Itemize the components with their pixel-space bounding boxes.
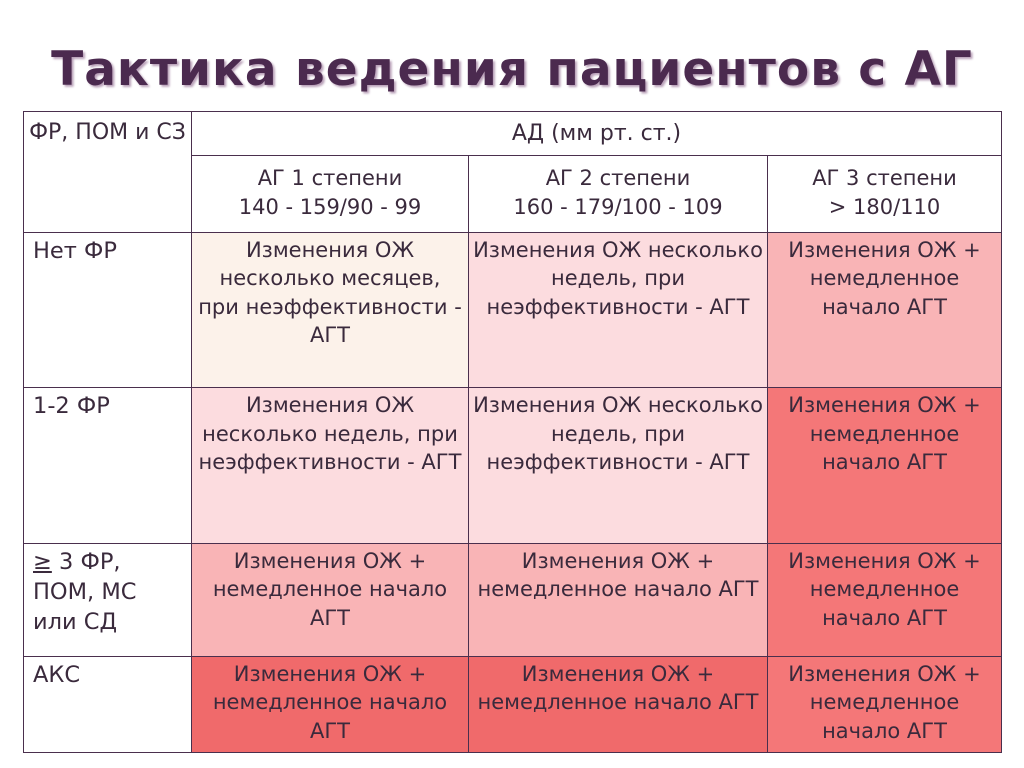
column-header-grade-3-range: > 180/110: [828, 195, 941, 220]
table-cell: Изменения ОЖ несколько недель, при неэффективности - АГТ: [469, 388, 768, 544]
column-header-grade-3-name: АГ 3 степени: [812, 166, 957, 191]
blood-pressure-group-header: АД (мм рт. ст.): [192, 112, 1002, 156]
table-row: [24, 388, 1002, 544]
table-cell: Изменения ОЖ несколько недель, при неэффективности - АГТ: [469, 232, 768, 388]
table-cell: Изменения ОЖ несколько месяцев, при неэффективности - АГТ: [192, 232, 469, 388]
column-header-grade-1-name: АГ 1 степени: [257, 166, 403, 191]
greater-or-equal-symbol: ≥: [33, 548, 52, 575]
table-cell: Изменения ОЖ + немедленное начало АГТ: [192, 656, 469, 753]
table-cell: Изменения ОЖ несколько недель, при неэффективности - АГТ: [192, 388, 469, 544]
table-cell: Изменения ОЖ + немедленное начало АГТ: [469, 656, 768, 753]
column-header-grade-2-range: 160 - 179/100 - 109: [513, 195, 723, 220]
table-cell: Изменения ОЖ + немедленное начало АГТ: [768, 388, 1002, 544]
corner-header: ФР, ПОМ и СЗ: [24, 112, 192, 233]
row-label-3-plus-text: 3 ФР, ПОМ, МС или СД: [33, 548, 137, 635]
column-header-grade-2-name: АГ 2 степени: [545, 166, 691, 191]
column-header-grade-1: [192, 156, 469, 232]
row-label-acs: АКС: [24, 656, 192, 753]
management-tactics-table: [23, 111, 1002, 753]
table-cell: Изменения ОЖ + немедленное начало АГТ: [768, 232, 1002, 388]
column-header-grade-1-range: 140 - 159/90 - 99: [238, 195, 422, 220]
slide-title: Тактика ведения пациентов с АГ: [51, 42, 973, 97]
table-row: [24, 232, 1002, 388]
table-row: [24, 656, 1002, 753]
row-label-no-risk-factors: Нет ФР: [24, 232, 192, 388]
table-cell: Изменения ОЖ + немедленное начало АГТ: [469, 543, 768, 656]
column-header-grade-3: [768, 156, 1002, 232]
row-label-3-plus-risk-factors: [24, 543, 192, 656]
table-row: [24, 543, 1002, 656]
column-header-grade-2: [469, 156, 768, 232]
table-cell: Изменения ОЖ + немедленное начало АГТ: [192, 543, 469, 656]
table-cell: Изменения ОЖ + немедленное начало АГТ: [768, 656, 1002, 753]
table-cell: Изменения ОЖ + немедленное начало АГТ: [768, 543, 1002, 656]
row-label-1-2-risk-factors: 1-2 ФР: [24, 388, 192, 544]
